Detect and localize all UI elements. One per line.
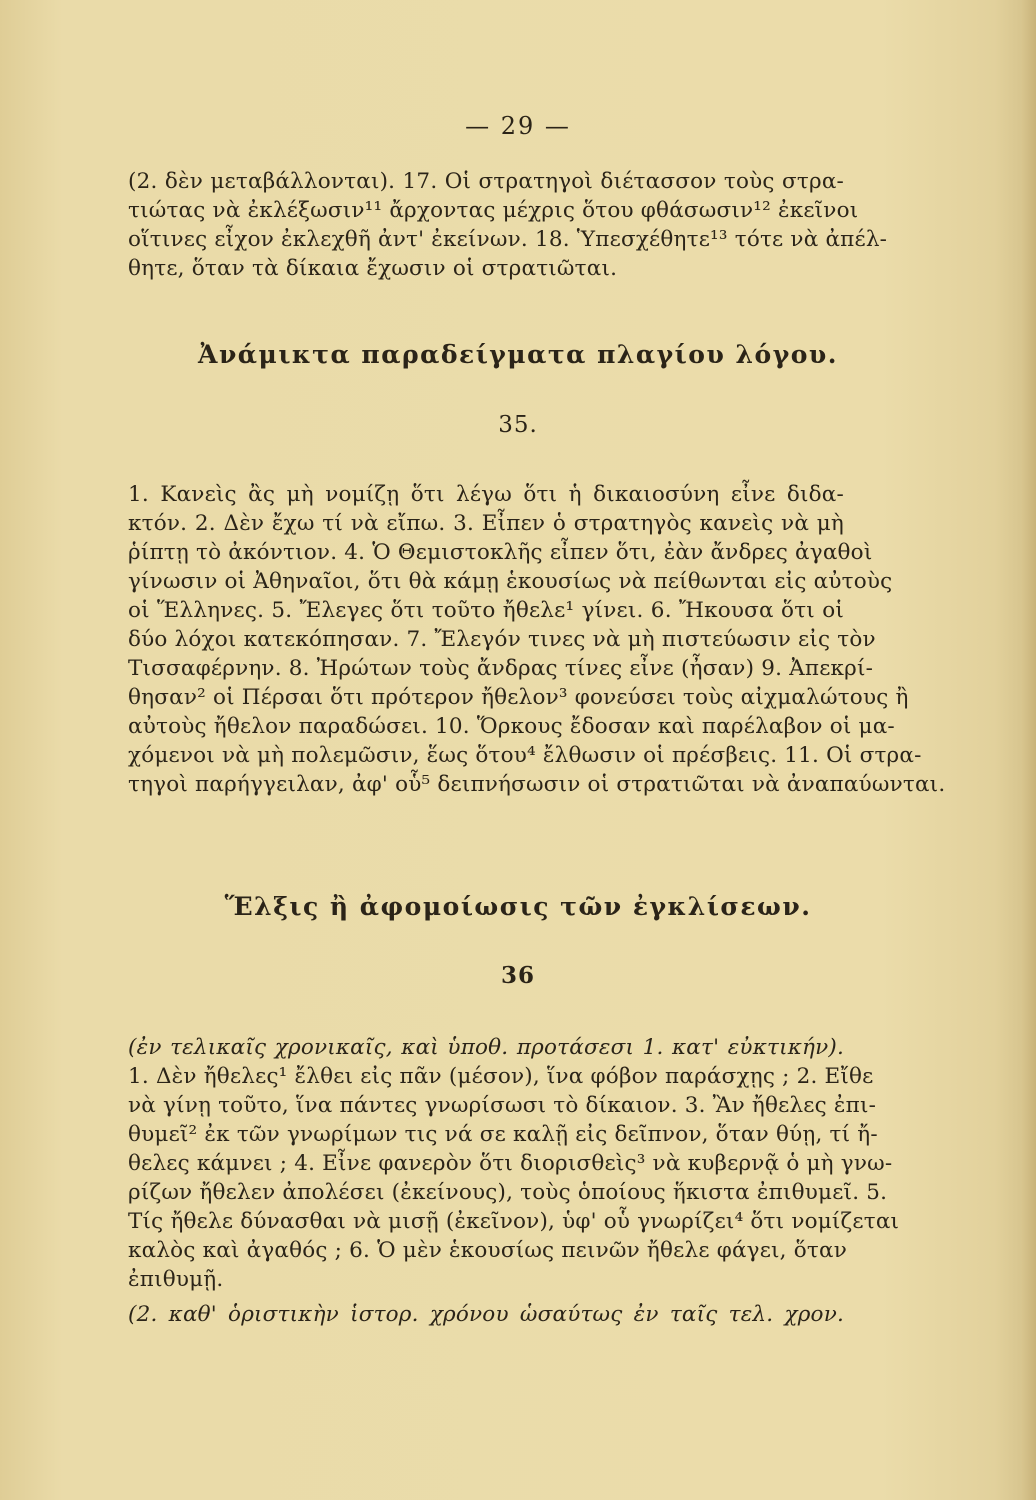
text-line: (2. δὲν μεταβάλλονται). 17. Οἱ στρατηγοὶ διέτασσον τοὺς στρα- xyxy=(128,169,844,194)
text-line: οἱ Ἕλληνες. 5. Ἔλεγες ὅτι τοῦτο ἤθελε¹ γίνει. 6. Ἤκουσα ὅτι οἱ xyxy=(128,598,844,623)
text-line: κτόν. 2. Δὲν ἔχω τί νὰ εἴπω. 3. Εἶπεν ὁ στρατηγὸς κανεὶς νὰ μὴ xyxy=(128,511,844,536)
exercise-35-text xyxy=(128,480,946,799)
text-line: θητε, ὅταν τὰ δίκαια ἔχωσιν οἱ στρατιῶται. xyxy=(128,256,618,281)
section-heading: Ἕλξις ἢ ἀφομοίωσις τῶν ἐγκλίσεων. xyxy=(224,892,812,921)
exercise-36-text xyxy=(128,1033,900,1329)
text-line: χόμενοι νὰ μὴ πολεμῶσιν, ἕως ὅτου⁴ ἔλθωσιν οἱ πρέσβεις. 11. Οἱ στρα- xyxy=(128,743,922,768)
text-line: ρίζων ἤθελεν ἀπολέσει (ἐκείνους), τοὺς ὁποίους ἥκιστα ἐπιθυμεῖ. 5. xyxy=(128,1180,888,1205)
exercise-number: 36 xyxy=(500,962,535,989)
text-line: θυμεῖ² ἐκ τῶν γνωρίμων τις νά σε καλῇ εἰς δεῖπνον, ὅταν θύῃ, τί ἤ- xyxy=(128,1122,878,1147)
page-edge xyxy=(1022,0,1036,1500)
text-line: 1. Κανεὶς ἂς μὴ νομίζῃ ὅτι λέγω ὅτι ἡ δικαιοσύνη εἶνε διδα- xyxy=(128,482,844,507)
text-line: ῥίπτῃ τὸ ἀκόντιον. 4. Ὁ Θεμιστοκλῆς εἶπεν ὅτι, ἐὰν ἄνδρες ἀγαθοὶ xyxy=(128,540,873,565)
text-line: νὰ γίνῃ τοῦτο, ἵνα πάντες γνωρίσωσι τὸ δίκαιον. 3. Ἂν ἤθελες ἐπι- xyxy=(128,1093,877,1118)
text-line: θελες κάμνει ; 4. Εἶνε φανερὸν ὅτι διορισθεὶς³ νὰ κυβερνᾷ ὁ μὴ γνω- xyxy=(128,1151,893,1176)
text-line: αὐτοὺς ἤθελον παραδώσει. 10. Ὅρκους ἔδοσαν καὶ παρέλαβον οἱ μα- xyxy=(128,714,895,739)
text-line: ἐπιθυμῇ. xyxy=(128,1267,224,1292)
text-line: γίνωσιν οἱ Ἀθηναῖοι, ὅτι θὰ κάμῃ ἑκουσίως νὰ πείθωνται εἰς αὐτοὺς xyxy=(128,569,893,594)
text-line: τηγοὶ παρήγγειλαν, ἀφ' οὗ⁵ δειπνήσωσιν οἱ στρατιῶται νὰ ἀναπαύωνται. xyxy=(128,772,946,797)
paragraph-continuation xyxy=(128,167,888,283)
text-line: θησαν² οἱ Πέρσαι ὅτι πρότερον ἤθελον³ φονεύσει τοὺς αἰχμαλώτους ἢ xyxy=(128,685,909,710)
text-line: τιώτας νὰ ἐκλέξωσιν¹¹ ἄρχοντας μέχρις ὅτου φθάσωσιν¹² ἐκεῖνοι xyxy=(128,198,859,223)
text-line: Τίς ἤθελε δύνασθαι νὰ μισῇ (ἐκεῖνον), ὑφ' οὗ γνωρίζει⁴ ὅτι νομίζεται xyxy=(128,1209,900,1234)
text-line: 1. Δὲν ἤθελες¹ ἔλθει εἰς πᾶν (μέσον), ἵνα φόβον παράσχῃς ; 2. Εἴθε xyxy=(128,1064,874,1089)
page-number: — 29 — xyxy=(465,112,571,140)
text-line: Τισσαφέρνην. 8. Ἠρώτων τοὺς ἄνδρας τίνες εἶνε (ἦσαν) 9. Ἀπεκρί- xyxy=(128,656,874,681)
section-heading: Ἀνάμικτα παραδείγματα πλαγίου λόγου. xyxy=(198,340,838,369)
text-line: (ἐν τελικαῖς χρονικαῖς, καὶ ὑποθ. προτάσεσι 1. κατ' εὐκτικήν). xyxy=(128,1035,844,1060)
text-line: (2. καθ' ὁριστικὴν ἱστορ. χρόνου ὡσαύτως ἐν ταῖς τελ. χρον. xyxy=(128,1302,844,1327)
text-line: οἵτινες εἶχον ἐκλεχθῆ ἀντ' ἐκείνων. 18. Ὑπεσχέθητε¹³ τότε νὰ ἀπέλ- xyxy=(128,227,888,252)
text-line: δύο λόχοι κατεκόπησαν. 7. Ἔλεγόν τινες νὰ μὴ πιστεύωσιν εἰς τὸν xyxy=(128,627,876,652)
text-line: καλὸς καὶ ἀγαθός ; 6. Ὁ μὲν ἑκουσίως πεινῶν ἤθελε φάγει, ὅταν xyxy=(128,1238,847,1263)
exercise-number: 35. xyxy=(498,412,538,438)
